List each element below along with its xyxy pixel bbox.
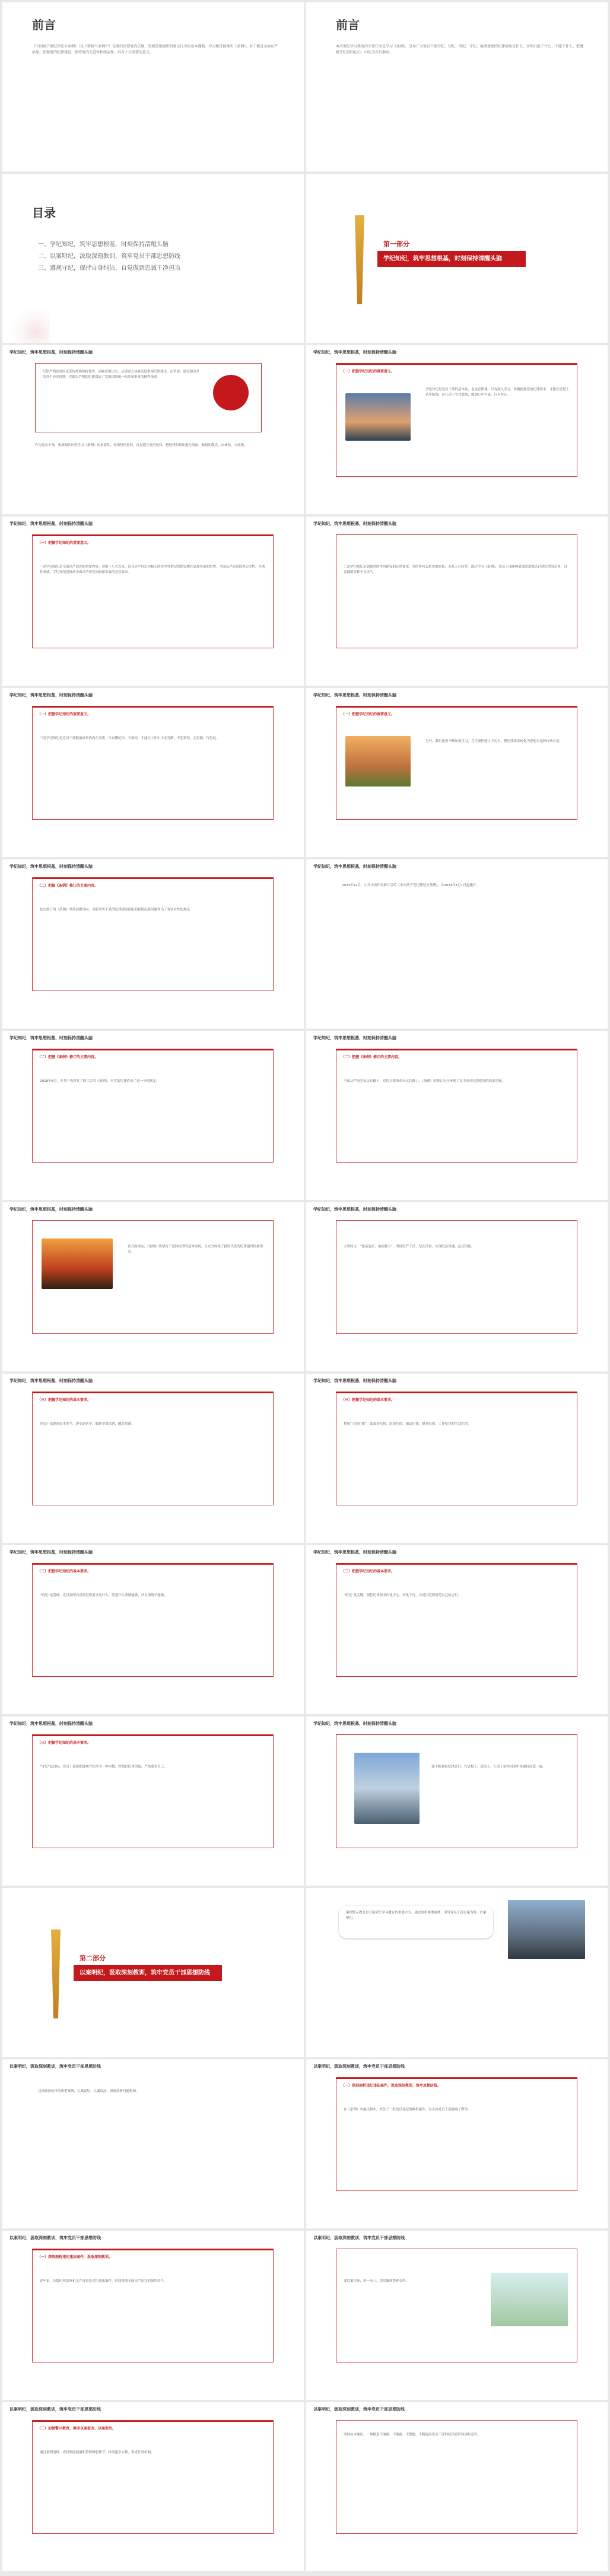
- text: 违反政治纪律的典型案例，以案说纪、以案说法，深刻剖析问题根源。: [38, 2090, 139, 2093]
- part-label: 第一部分: [383, 240, 409, 248]
- text: 在《条例》实施过程中，查处了一批违反党纪的典型案件，为全体党员干部敲响了警钟。: [344, 2108, 471, 2112]
- text-box: [32, 1049, 274, 1163]
- slide-header: 学纪知纪，筑牢思想根基，时刻保持清醒头脑: [313, 1550, 396, 1555]
- slide-15[interactable]: [2, 1202, 304, 1371]
- slide-header: 以案明纪，汲取深刻教训，筑牢党员干部思想防线: [313, 2236, 405, 2240]
- sunset-palm-photo: [42, 1238, 113, 1289]
- slide-header: 以案明纪，汲取深刻教训，筑牢党员干部思想防线: [9, 2407, 101, 2412]
- slide-21[interactable]: [2, 1717, 304, 1886]
- toc-item[interactable]: 二、以案明纪，汲取深刻教训，筑牢党员干部思想防线: [38, 253, 180, 260]
- preface-text: 本次党纪学习教育的主要任务是学习《条例》，引导广大党员干部学纪、知纪、明纪、守纪，搞清楚党的纪律规矩是什么，弄明白能干什么、不能干什么，把遵规守纪刻印在心，内化为言行准则。: [336, 44, 584, 55]
- text-box: [32, 2420, 274, 2534]
- text-box: [336, 363, 577, 477]
- preface-text: 《中国共产党纪律处分条例》（以下简称“《条例》”）是党的重要党内法规，是规范党组织和党员行为的基本遵循。学习和贯彻落实《条例》，对于推进全面从严治党，加强党的纪律建设，保持党的先进性和纯洁性，具有十分重要的意义。: [32, 44, 278, 55]
- slide-6[interactable]: [306, 345, 608, 514]
- slide-title: 前言: [32, 18, 56, 32]
- star-emblem-icon: [213, 375, 249, 410]
- slide-8[interactable]: [306, 517, 608, 686]
- text-box: [32, 877, 274, 991]
- slide-header: 学纪知纪，筑牢思想根基，时刻保持清醒头脑: [9, 864, 93, 869]
- text-box: [336, 534, 577, 648]
- text: 全面从严治党永远在路上，党的自我革命永远在路上。《条例》的修订充分体现了党中央对纪律建设的高度重视。: [344, 1080, 506, 1083]
- slide-22[interactable]: [306, 1717, 608, 1886]
- text: 主要特点：“惩前毖后、治病救人”，坚持纪严于法、纪在法前，实现纪法贯通、法法衔接。: [344, 1245, 475, 1249]
- text: 二是学纪知纪是加强党的作风建设的必然要求。党的作风关系党的形象，关系人心向背。通过学习《条例》，党员干部能够更加清楚地认识到纪律的边界，自觉抵制各种不良风气。: [344, 565, 567, 574]
- text-box: [336, 1392, 577, 1505]
- part-label: 第二部分: [80, 1954, 106, 1962]
- mountain-photo: [345, 393, 411, 441]
- text-box: [336, 1220, 577, 1334]
- bottom-text: 作为党员干部，要深刻认识到学习《条例》的重要性，增强纪律意识，自觉遵守党的纪律，把纪律和规矩挺在前面，做到知敬畏、存戒惧、守底线。: [35, 444, 247, 447]
- subheading: （二）把握《条例》修订的主要内容。: [341, 1055, 402, 1059]
- slide-header: 学纪知纪，筑牢思想根基，时刻保持清醒头脑: [313, 1721, 396, 1726]
- subheading: （三）把握学纪知纪的基本要求。: [37, 1569, 91, 1574]
- text-pill: [339, 1906, 493, 1938]
- slide-header: 学纪知纪，筑牢思想根基，时刻保持清醒头脑: [313, 521, 396, 526]
- text-box: [32, 2249, 274, 2362]
- slide-14[interactable]: [306, 1031, 608, 1200]
- toc-item[interactable]: 三、遵规守纪，保持自身纯洁，自觉做到忠诚干净担当: [38, 265, 180, 272]
- slide-header: 以案明纪，汲取深刻教训，筑牢党员干部思想防线: [313, 2407, 405, 2412]
- flower-decoration: [2, 307, 50, 343]
- slide-11[interactable]: [2, 859, 304, 1029]
- text-box: [336, 2249, 577, 2362]
- text-box: [336, 2077, 577, 2191]
- text: 坚持标本兼治，一体推进不敢腐、不能腐、不想腐，不断提高党员干部的纪律意识和规矩意识。: [344, 2433, 481, 2437]
- subheading: （三）把握学纪知纪的基本要求。: [37, 1398, 91, 1402]
- slide-header: 以案明纪，汲取深刻教训，筑牢党员干部思想防线: [9, 2236, 101, 2240]
- text-box: [32, 706, 274, 820]
- slide-preface-1[interactable]: [2, 2, 304, 171]
- slide-header: 学纪知纪，筑牢思想根基，时刻保持清醒头脑: [313, 350, 396, 355]
- party-emblem-icon: [44, 1929, 68, 2018]
- subheading: （一）深刻剖析违纪违法案件，汲取深刻教训。: [37, 2255, 113, 2259]
- toc-item[interactable]: 一、学纪知纪，筑牢思想根基，时刻保持清醒头脑: [38, 241, 169, 248]
- text: 2018年8月，中共中央印发了修订后的《条例》，对党的纪律作出了进一步的规定。: [40, 1080, 160, 1083]
- slide-header: 学纪知纪，筑牢思想根基，时刻保持清醒头脑: [313, 1036, 396, 1040]
- slide-part-2[interactable]: [2, 1888, 304, 2057]
- text: 案例警示教育是开展党纪学习教育的重要方式。通过剖析典型案例，引导党员干部以案为鉴、以案明纪。: [346, 1911, 487, 1920]
- city-illustration: [491, 2273, 568, 2326]
- slide-part-1[interactable]: [306, 174, 608, 343]
- text-box: [336, 1734, 577, 1848]
- text: 学纪知纪是党员干部的基本功，也是必修课。只有深入学习、准确把握党的纪律要求，才能在思想上筑牢防线，在行动上守住底线，做到心中有戒、行有所止。: [425, 388, 570, 397]
- slide-20[interactable]: [306, 1545, 608, 1714]
- slide-17[interactable]: [2, 1374, 304, 1543]
- slide-10[interactable]: [306, 688, 608, 857]
- subheading: （一）把握学纪知纪的重要意义。: [341, 370, 395, 374]
- slide-30[interactable]: [306, 2402, 608, 2571]
- slide-24[interactable]: [306, 1888, 608, 2057]
- slide-29[interactable]: [2, 2402, 304, 2571]
- text: 党员干部要原原本本学，逐章逐条学，做到学深悟透、融会贯通。: [40, 1422, 135, 1426]
- slide-header: 学纪知纪，筑牢思想根基，时刻保持清醒头脑: [313, 1378, 396, 1383]
- slide-header: 学纪知纪，筑牢思想根基，时刻保持清醒头脑: [9, 1036, 93, 1040]
- slide-12[interactable]: [306, 859, 608, 1029]
- slide-header: 学纪知纪，筑牢思想根基，时刻保持清醒头脑: [9, 1550, 93, 1555]
- slide-header: 学纪知纪，筑牢思想根基，时刻保持清醒头脑: [9, 1378, 93, 1383]
- text: 要以案为鉴，举一反三，切实做到警钟长鸣。: [344, 2279, 409, 2283]
- text-box: [336, 706, 577, 820]
- slide-19[interactable]: [2, 1545, 304, 1714]
- slide-13[interactable]: [2, 1031, 304, 1200]
- slide-9[interactable]: [2, 688, 304, 857]
- text-box: [32, 1220, 274, 1334]
- subheading: （三）把握学纪知纪的基本要求。: [341, 1398, 395, 1402]
- text: 把握“六项纪律”，即政治纪律、组织纪律、廉洁纪律、群众纪律、工作纪律和生活纪律。: [344, 1422, 471, 1426]
- mountain-photo: [508, 1900, 585, 1959]
- slide-7[interactable]: [2, 517, 304, 686]
- subheading: （三）把握学纪知纪的基本要求。: [341, 1569, 395, 1574]
- slide-header: 学纪知纪，筑牢思想根基，时刻保持清醒头脑: [9, 693, 93, 698]
- text: “守纪”是目标。党员干部要把遵规守纪作为一种习惯，时刻以纪律为镜，严格要求自己。: [40, 1765, 167, 1769]
- subheading: （一）把握学纪知纪的重要意义。: [37, 712, 91, 717]
- slide-header: 学纪知纪，筑牢思想根基，时刻保持清醒头脑: [9, 1721, 93, 1726]
- slide-26[interactable]: [306, 2059, 608, 2228]
- text-box: [336, 1563, 577, 1677]
- slide-title: 前言: [336, 18, 360, 32]
- slide-header: 学纪知纪，筑牢思想根基，时刻保持清醒头脑: [9, 350, 93, 355]
- text-box: [32, 534, 274, 648]
- slide-28[interactable]: [306, 2231, 608, 2400]
- text: 要不断强化纪律意识，在思想上、政治上、行动上始终同党中央保持高度一致。: [431, 1765, 546, 1769]
- slide-header: 学纪知纪，筑牢思想根基，时刻保持清醒头脑: [9, 521, 93, 526]
- subheading: （三）把握学纪知纪的基本要求。: [37, 1741, 91, 1745]
- slide-header: 学纪知纪，筑牢思想根基，时刻保持清醒头脑: [313, 693, 396, 698]
- city-photo: [354, 1753, 420, 1824]
- text: 近年来，各级纪检监察机关严肃查处违纪违法案件，持续释放全面从严治党的强烈信号。: [40, 2279, 167, 2283]
- text-box: [32, 1734, 274, 1848]
- text-box: [336, 2420, 577, 2534]
- slide-header: 以案明纪，汲取深刻教训，筑牢党员干部思想防线: [9, 2064, 101, 2069]
- slide-header: 学纪知纪，筑牢思想根基，时刻保持清醒头脑: [313, 864, 396, 869]
- text: “明纪”是基础。党员要明白党的纪律要求是什么，清楚什么事情能做，什么事情不能做。: [40, 1594, 167, 1597]
- text: 2023年12月，中共中央印发修订后的《中国共产党纪律处分条例》，自2024年1月1日起施行。: [342, 884, 479, 887]
- slide-header: 学纪知纪，筑牢思想根基，时刻保持清醒头脑: [9, 1207, 93, 1212]
- text: 一是学纪知纪是全面从严治党的重要内容。党的十八大以来，以习近平同志为核心的党中央把纪律建设摆在更加突出的位置，全面从严治党取得历史性、开创性成就。学纪知纪是推动全面从严治党向纵深发展的必然要求。: [40, 565, 265, 574]
- text: 三是学纪知纪是党员干部健康成长的内在需要。只有懂纪律、守规矩，才能在工作中少走弯路，不犯错误，走得稳、行得远。: [40, 737, 220, 740]
- subheading: （二）把握《条例》修订的主要内容。: [37, 1055, 99, 1059]
- slide-25[interactable]: [2, 2059, 304, 2228]
- text-box: [32, 1563, 274, 1677]
- subheading: （一）把握学纪知纪的重要意义。: [341, 712, 395, 717]
- text: 各方面规定，《条例》既坚持了党的纪律的基本原则，又充分体现了新时代党的纪律建设的新要求。: [128, 1245, 263, 1254]
- text-box: [336, 1049, 577, 1163]
- slide-27[interactable]: [2, 2231, 304, 2400]
- slide-16[interactable]: [306, 1202, 608, 1371]
- text: 此次修订的《条例》坚持问题导向，对新形势下党的纪律建设面临的新情况新问题作出了有针对性的规定。: [40, 908, 193, 912]
- text: 另外，我们还要不断加强学习，在学深悟透上下功夫，把纪律要求转化为思想自觉和行动自觉。: [425, 740, 563, 743]
- part-title: 以案明纪，汲取深刻教训，筑牢党员干部思想防线: [74, 1965, 222, 1981]
- party-emblem-icon: [348, 215, 371, 304]
- text: 纪律严明是党的光荣传统和独特优势。回顾党的历史，从建党之初就高度重视纪律建设，在革命、建设和改革的各个历史时期，党都以严明的纪律保证了党的团结统一和各项事业的顺利推进。: [43, 370, 200, 379]
- slide-header: 学纪知纪，筑牢思想根基，时刻保持清醒头脑: [313, 1207, 396, 1212]
- text: 通过案例剖析，查找制度漏洞和管理薄弱环节，推动建章立制，形成长效机制。: [40, 2451, 154, 2454]
- subheading: （二）加强警示教育，推动以案促改、以案促治。: [37, 2427, 116, 2431]
- slide-toc[interactable]: [2, 174, 304, 343]
- text: “明纪”是关键。要把纪律要求内化于心、外化于行，自觉用纪律规范自己的言行。: [344, 1594, 462, 1597]
- subheading: （一）把握学纪知纪的重要意义。: [37, 541, 91, 545]
- subheading: （一）深刻剖析违纪违法案件，汲取深刻教训，筑牢思想防线。: [341, 2084, 441, 2088]
- slide-18[interactable]: [306, 1374, 608, 1543]
- tree-photo: [345, 736, 411, 787]
- slide-5[interactable]: [2, 345, 304, 514]
- part-title: 学纪知纪，筑牢思想根基，时刻保持清醒头脑: [377, 251, 526, 267]
- subheading: （二）把握《条例》修订的主要内容。: [37, 884, 99, 888]
- toc-title: 目录: [32, 206, 56, 220]
- text-box: [32, 1392, 274, 1505]
- slide-header: 以案明纪，汲取深刻教训，筑牢党员干部思想防线: [313, 2064, 405, 2069]
- slide-preface-2[interactable]: [306, 2, 608, 171]
